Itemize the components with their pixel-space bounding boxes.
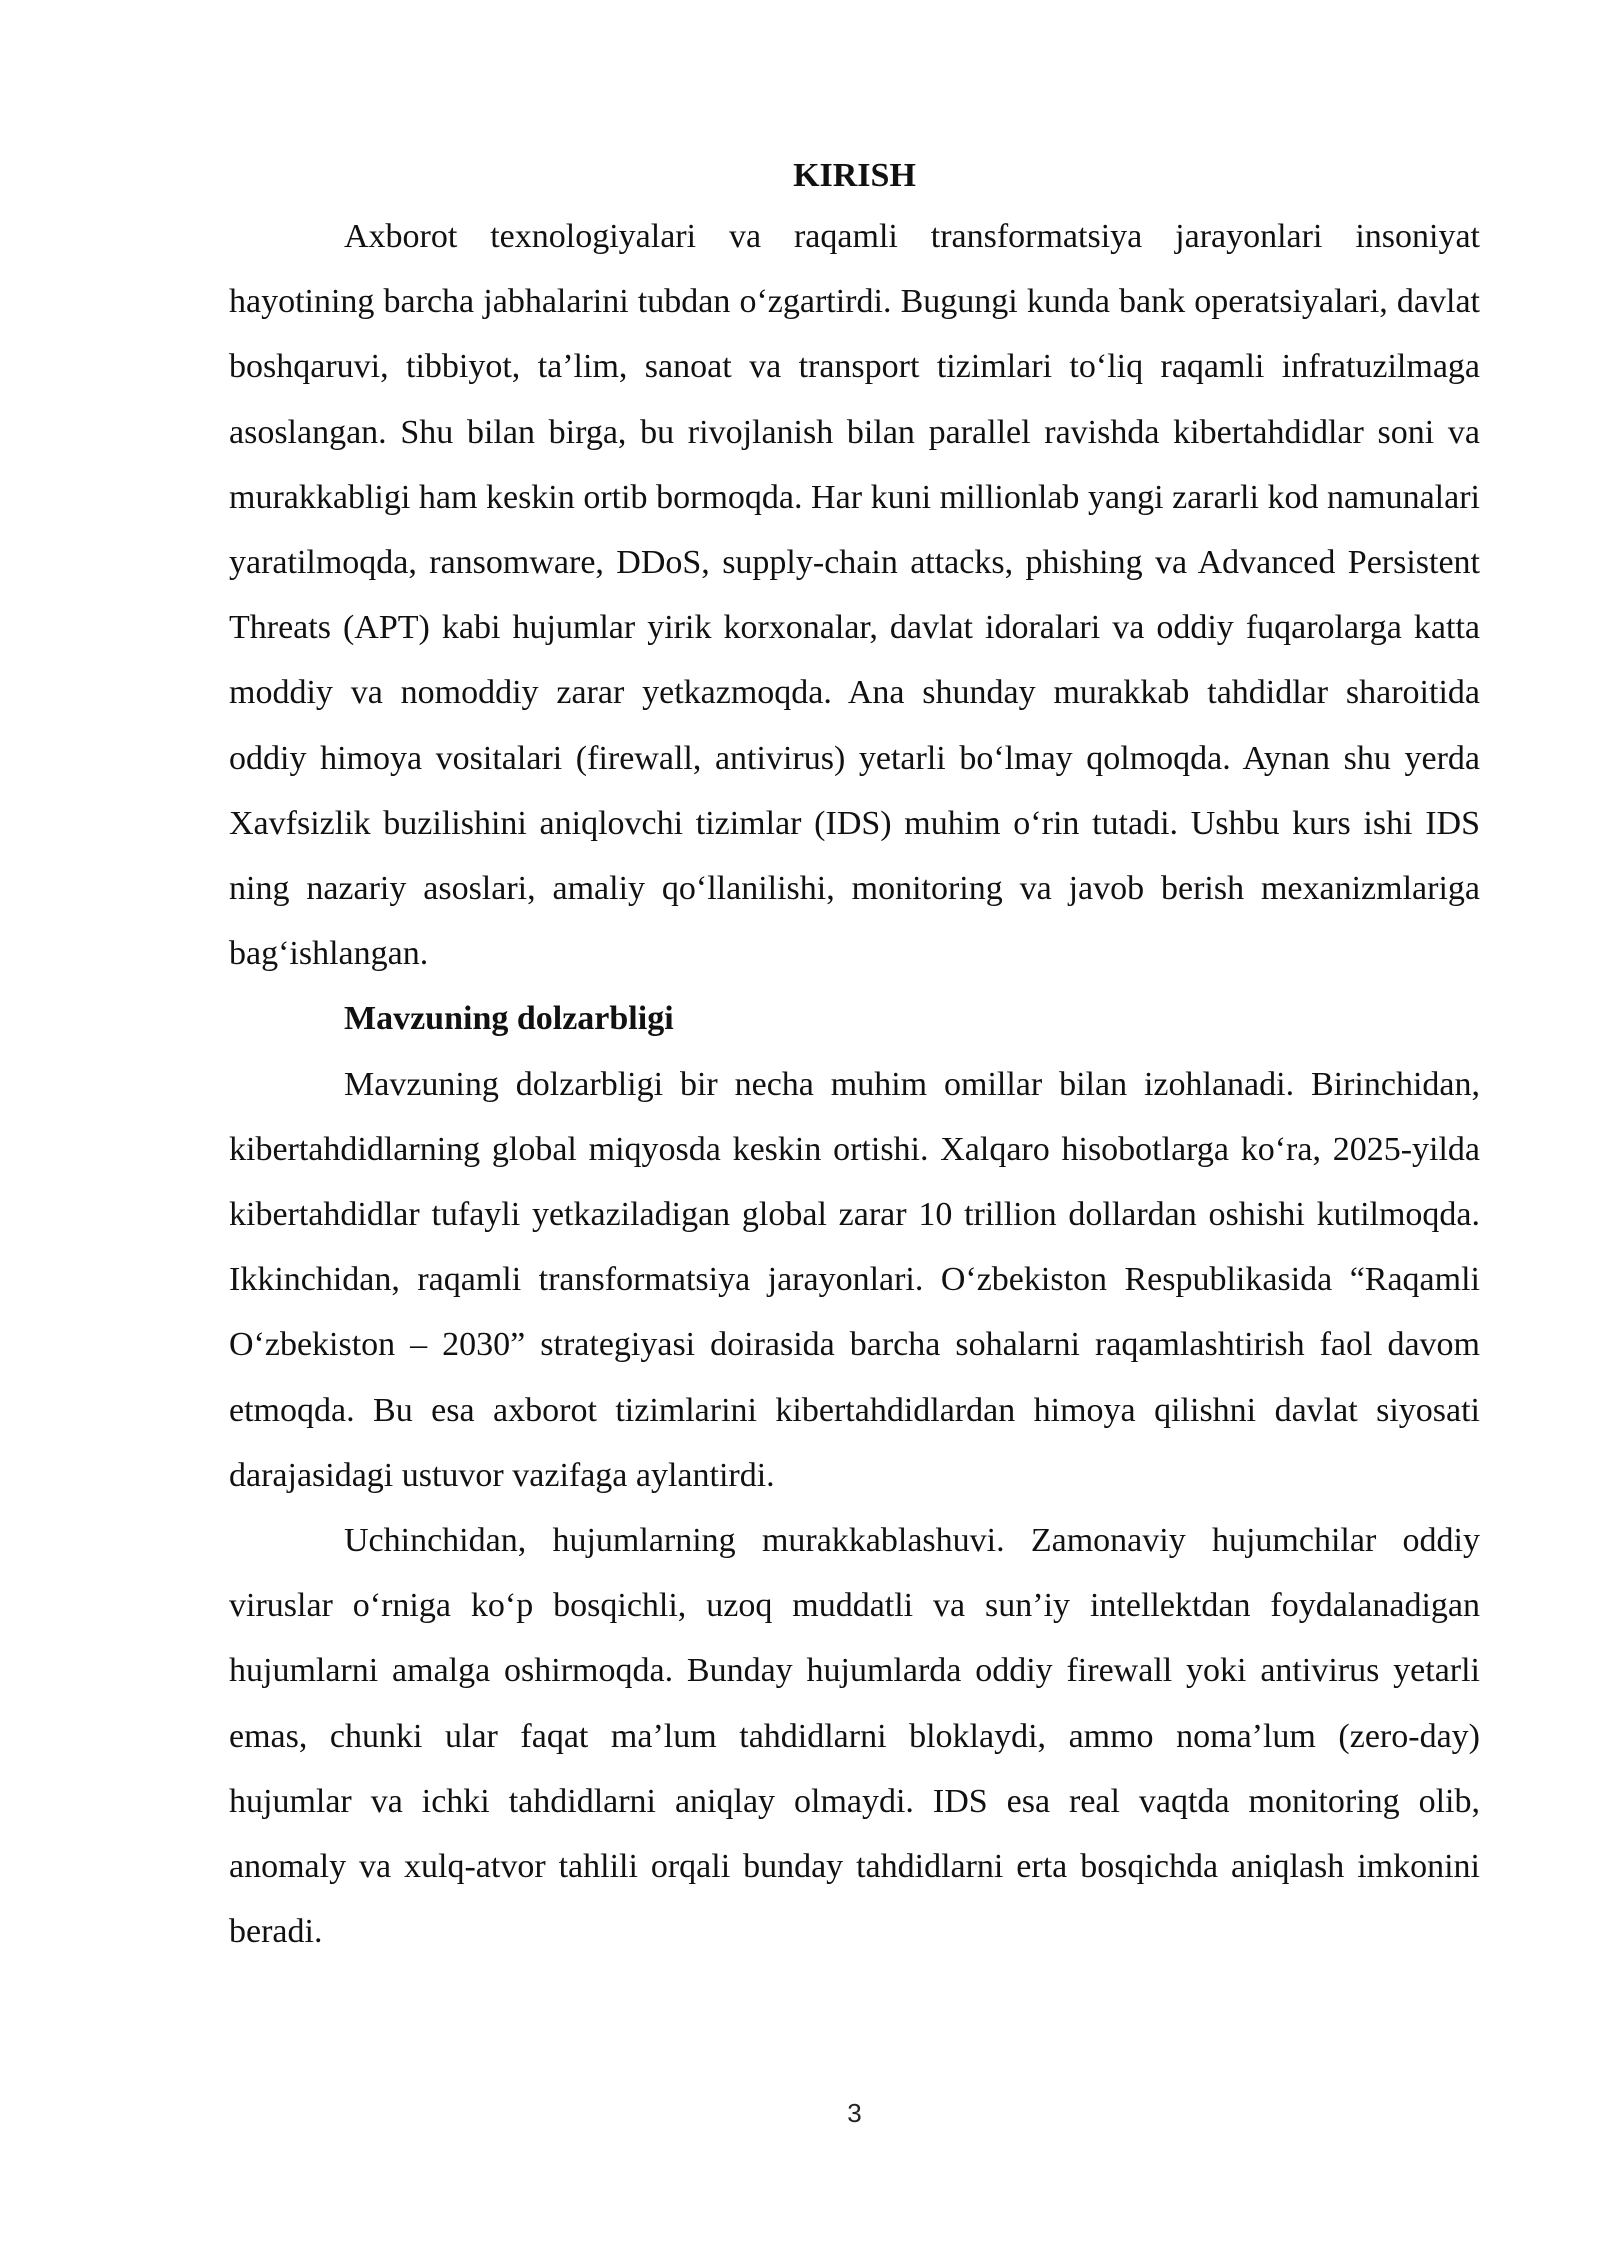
section-title: KIRISH — [793, 157, 916, 194]
page-content — [229, 148, 1480, 1964]
intro-paragraph: Axborot texnologiyalari va raqamli transformatsiya jarayonlari insoniyat hayotining barcha jabhalarini tubdan o‘zgartirdi. Bugungi kunda bank operatsiyalari, davlat boshqaruvi, tibbiyot, ta’lim, sanoat va transport tizimlari to‘liq raqamli infratuzilmaga asoslangan. Shu bilan birga, bu rivojlanish bilan parallel ravishda kibertahdidlar soni va murakkabligi ham keskin ortib bormoqda. Har kuni millionlab yangi zararli kod namunalari yaratilmoqda, ransomware, DDoS, supply-chain attacks, phishing va Advanced Persistent Threats (APT) kabi hujumlar yirik korxonalar, davlat idoralari va oddiy fuqarolarga katta moddiy va nomoddiy zarar yetkazmoqda. Ana shunday murakkab tahdidlar sharoitida oddiy himoya vositalari (firewall, antivirus) yetarli bo‘lmay qolmoqda. Aynan shu yerda Xavfsizlik buzilishini aniqlovchi tizimlar (IDS) muhim o‘rin tutadi. Ushbu kurs ishi IDS ning nazariy asoslari, amaliy qo‘llanilishi, monitoring va javob berish mexanizmlariga bag‘ishlangan. — [229, 218, 1480, 973]
complexity-paragraph: Uchinchidan, hujumlarning murakkablashuvi. Zamonaviy hujumchilar oddiy viruslar o‘rniga ko‘p bosqichli, uzoq muddatli va sun’iy intellektdan foydalanadigan hujumlarni amalga oshirmoqda. Bunday hujumlarda oddiy firewall yoki antivirus yetarli emas, chunki ular faqat ma’lum tahdidlarni bloklaydi, ammo noma’lum (zero-day) hujumlar va ichki tahdidlarni aniqlay olmaydi. IDS esa real vaqtda monitoring olib, anomaly va xulq-atvor tahlili orqali bunday tahdidlarni erta bosqichda aniqlash imkonini beradi. — [229, 1522, 1480, 1951]
subheading-relevance: Mavzuning dolzarbligi — [344, 1000, 674, 1038]
relevance-paragraph: Mavzuning dolzarbligi bir necha muhim omillar bilan izohlanadi. Birinchidan, kibertahdidlarning global miqyosda keskin ortishi. Xalqaro hisobotlarga ko‘ra, 2025-yilda kibertahdidlar tufayli yetkaziladigan global zarar 10 trillion dollardan oshishi kutilmoqda. Ikkinchidan, raqamli transformatsiya jarayonlari. O‘zbekiston Respublikasida “Raqamli O‘zbekiston – 2030” strategiyasi doirasida barcha sohalarni raqamlashtirish faol davom etmoqda. Bu esa axborot tizimlarini kibertahdidlardan himoya qilishni davlat siyosati darajasidagi ustuvor vazifaga aylantirdi. — [229, 1065, 1480, 1494]
page-number: 3 — [847, 2098, 862, 2128]
